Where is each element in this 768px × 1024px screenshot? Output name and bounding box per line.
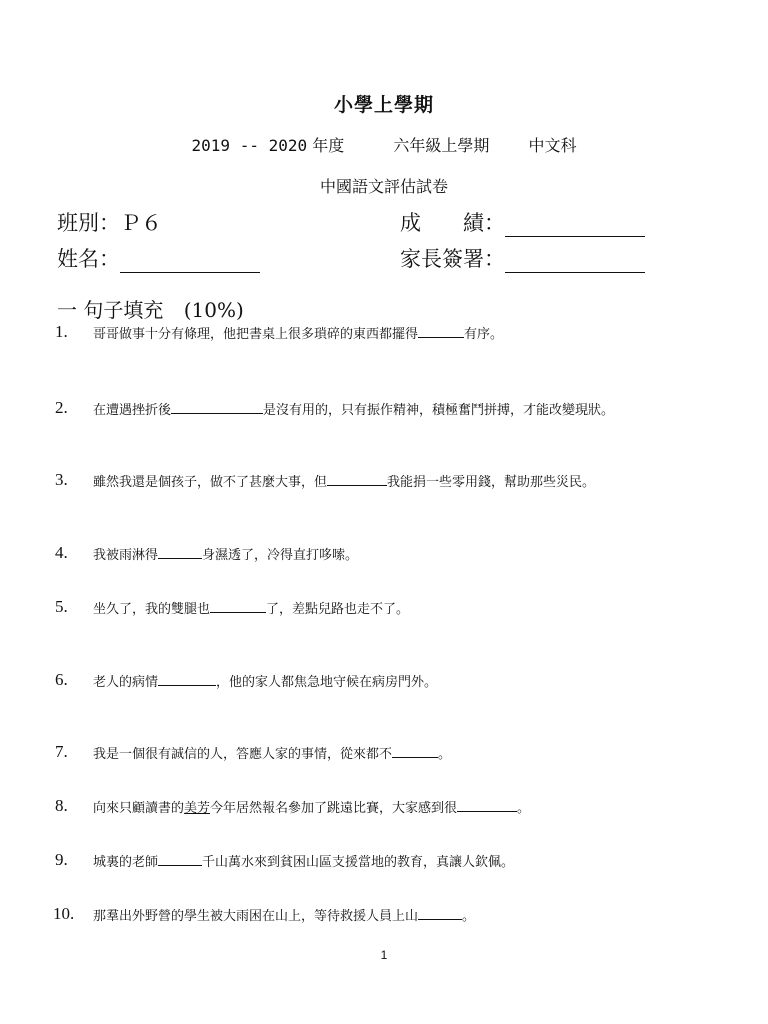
parent-signature-field [400, 243, 645, 273]
class-field [57, 207, 162, 237]
score-blank[interactable] [505, 216, 645, 237]
question-text-end: 是沒有用的，只有振作精神，積極奮鬥拼搏，才能改變現狀。 [263, 403, 615, 418]
question-text: 坐久了，我的雙腿也 [93, 602, 211, 617]
section-marks: (10%) [183, 298, 244, 322]
page-number: 1 [380, 948, 388, 962]
question-text-end: 了，差點兒路也走不了。 [266, 602, 410, 617]
year-unit: 年度 [312, 136, 345, 155]
answer-blank[interactable] [210, 597, 266, 613]
question-text-middle: 今年居然報名參加了跳遠比賽，大家感到很 [210, 801, 458, 816]
name-label: 姓名： [57, 247, 120, 271]
section-title: 一 句子填充 [57, 298, 164, 322]
answer-blank[interactable] [457, 796, 517, 812]
question-number: 8. [55, 796, 68, 815]
school-year: 2019 -- 2020 [191, 136, 308, 155]
section-heading [57, 294, 244, 323]
answer-blank[interactable] [158, 543, 202, 559]
year-line [0, 133, 768, 156]
name-blank[interactable] [120, 252, 260, 273]
page-title: 小學上學期 [333, 94, 434, 116]
question-text-end: 身濕透了，冷得直打哆嗦。 [202, 548, 359, 563]
question-text-end: 千山萬水來到貧困山區支援當地的教育，真讓人欽佩。 [202, 855, 515, 870]
question-number: 6. [55, 670, 68, 689]
answer-blank[interactable] [392, 742, 438, 758]
answer-blank[interactable] [171, 398, 263, 414]
question-number: 7. [55, 742, 68, 761]
parent-signature-blank[interactable] [505, 252, 645, 273]
question-text: 那羣出外野營的學生被大雨困在山上，等待救援人員上山 [93, 909, 419, 924]
exam-subtitle: 中國語文評估試卷 [319, 177, 448, 196]
answer-blank[interactable] [327, 470, 387, 486]
question-number: 5. [55, 597, 68, 616]
underlined-name: 美芳 [184, 801, 211, 816]
answer-blank[interactable] [158, 850, 202, 866]
question-number: 4. [55, 543, 68, 562]
parent-signature-label: 家長簽署： [400, 247, 505, 271]
grade-term: 六年級上學期 [393, 136, 490, 155]
question-text: 老人的病情 [93, 675, 159, 690]
question-number: 9. [55, 850, 68, 869]
question-text-end: 。 [517, 801, 531, 816]
question-text: 城裏的老師 [93, 855, 159, 870]
question-text: 雖然我還是個孩子，做不了甚麼大事，但 [93, 475, 328, 490]
question-text-end: 我能捐一些零用錢，幫助那些災民。 [387, 475, 596, 490]
answer-blank[interactable] [418, 904, 462, 920]
class-label: 班別：Ｐ６ [57, 211, 162, 235]
question-number: 3. [55, 470, 68, 489]
answer-blank[interactable] [418, 322, 464, 338]
question-text: 我是一個很有誠信的人，答應人家的事情，從來都不 [93, 747, 393, 762]
question-text-end: 。 [462, 909, 476, 924]
question-text: 哥哥做事十分有條理，他把書桌上很多瑣碎的東西都擺得 [93, 327, 419, 342]
question-text-end: ，他的家人都焦急地守候在病房門外。 [216, 675, 438, 690]
question-number: 10. [53, 904, 75, 923]
score-label: 成 績： [400, 211, 505, 235]
question-text: 向來只顧讀書的 [93, 801, 185, 816]
question-number: 1. [55, 322, 68, 341]
answer-blank[interactable] [158, 670, 216, 686]
question-number: 2. [55, 398, 68, 417]
question-text: 在遭遇挫折後 [93, 403, 172, 418]
question-text-end: 。 [438, 747, 452, 762]
name-field [57, 243, 260, 273]
subject: 中文科 [528, 136, 577, 155]
question-text-end: 有序。 [464, 327, 504, 342]
score-field [400, 207, 645, 237]
question-text: 我被雨淋得 [93, 548, 159, 563]
